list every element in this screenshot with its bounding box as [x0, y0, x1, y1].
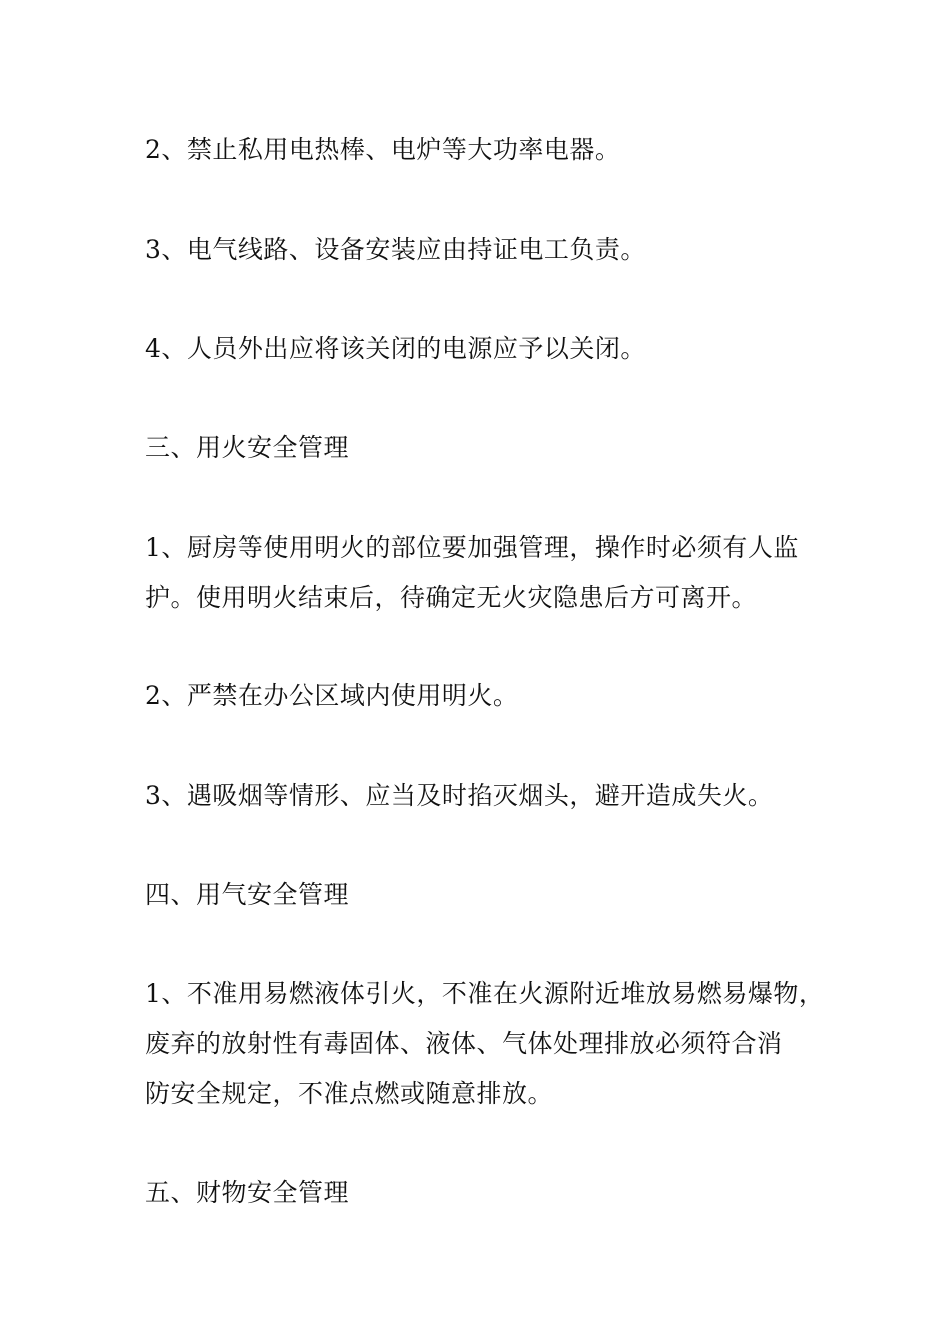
text-line: 2、严禁在办公区域内使用明火。: [145, 681, 519, 710]
paragraph-rule-4-power-off: [145, 324, 845, 374]
text-line: 1、不准用易燃液体引火，不准在火源附近堆放易燃易爆物，: [145, 979, 825, 1008]
text-line: 四、用气安全管理: [145, 880, 350, 909]
text-line: 1、厨房等使用明火的部位要加强管理，操作时必须有人监: [145, 533, 799, 562]
section-heading-fire-safety: [145, 423, 845, 473]
paragraph-rule-3-electrician: [145, 225, 845, 275]
paragraph-cigarettes: [145, 771, 845, 821]
text-line: 三、用火安全管理: [145, 433, 350, 462]
paragraph-kitchen-open-flame: [145, 523, 845, 623]
text-line: 3、电气线路、设备安装应由持证电工负责。: [145, 235, 646, 264]
text-line: 防安全规定，不准点燃或随意排放。: [145, 1079, 554, 1108]
paragraph-flammable-liquids: [145, 969, 845, 1119]
section-heading-gas-safety: [145, 870, 845, 920]
text-line: 五、财物安全管理: [145, 1178, 350, 1207]
section-heading-property-safety: [145, 1168, 845, 1218]
text-line: 2、禁止私用电热棒、电炉等大功率电器。: [145, 135, 621, 164]
paragraph-rule-2-electric-heaters: [145, 125, 845, 175]
text-line: 4、人员外出应将该关闭的电源应予以关闭。: [145, 334, 646, 363]
text-line: 3、遇吸烟等情形、应当及时掐灭烟头，避开造成失火。: [145, 781, 774, 810]
paragraph-no-open-flame-office: [145, 671, 845, 721]
text-line: 护。使用明火结束后，待确定无火灾隐患后方可离开。: [145, 583, 758, 612]
text-line: 废弃的放射性有毒固体、液体、气体处理排放必须符合消: [145, 1029, 783, 1058]
